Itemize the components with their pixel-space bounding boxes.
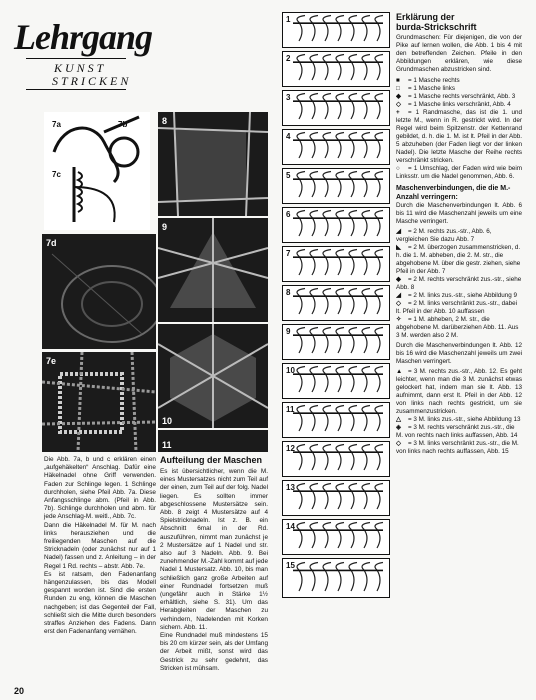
diagram-5 bbox=[282, 168, 390, 204]
diagram-number: 3 bbox=[286, 93, 291, 102]
stitch-loop bbox=[362, 484, 370, 510]
stitch-loop bbox=[362, 367, 370, 393]
symbol-row bbox=[396, 316, 522, 340]
stitch-sketch bbox=[283, 403, 389, 437]
photo-label-8: 8 bbox=[162, 116, 168, 126]
photo-11 bbox=[158, 430, 268, 452]
stitch-loop bbox=[323, 172, 331, 198]
symbol-list-1 bbox=[396, 77, 522, 181]
symbol-row bbox=[396, 300, 522, 316]
stitch-loop bbox=[336, 484, 344, 510]
symbol-icon: ◈ bbox=[396, 424, 401, 431]
stitch-sketch bbox=[283, 91, 389, 125]
stitch-loop bbox=[375, 55, 383, 81]
stitch-loop bbox=[375, 563, 383, 592]
stitch-loop bbox=[323, 211, 331, 237]
stitch-sketch bbox=[283, 130, 389, 164]
diagram-number: 10 bbox=[286, 366, 295, 375]
stitch-loop bbox=[310, 445, 318, 471]
stitch-sketch bbox=[283, 559, 389, 597]
stitch-loop bbox=[375, 133, 383, 159]
diagram-number: 11 bbox=[286, 405, 295, 414]
symbol-text: = 1 Masche links bbox=[408, 85, 456, 92]
symbol-row bbox=[396, 165, 522, 181]
diagram-number: 15 bbox=[286, 561, 295, 570]
photo-label-7d: 7d bbox=[46, 238, 57, 248]
diagram-number: 13 bbox=[286, 483, 295, 492]
symbol-icon: ◆ bbox=[396, 276, 401, 283]
symbol-icon: ◢ bbox=[396, 228, 401, 235]
stitch-loop bbox=[349, 94, 357, 120]
title-rule-bottom bbox=[26, 89, 126, 90]
stitch-loop bbox=[375, 367, 383, 393]
stitch-loop bbox=[375, 445, 383, 471]
symbol-icon: □ bbox=[396, 85, 400, 92]
photo-9 bbox=[158, 218, 268, 322]
left-paragraph: Die Abb. 7a, b und c erklären einen „aufgehäkelten“ Anschlag. Dafür eine Häkelnadel ohne Griff verwenden. Faden zur Schlinge legen. 1 Schlinge durchholen, siehe Pfeil Abb. 7a. Diese Anfangsschlinge abm. (Pfeil in Abb. 7b). Schlinge durchholen und abm. für jede Anschlag-M. weitl., Abb. 7c. bbox=[44, 456, 156, 521]
intro-grundmaschen: Grundmaschen: Für diejenigen, die von der Pike auf lernen wollen, die Abb. 1 bis 4 mit den betreffenden Zeichen. Pfeile in den Abbildungen erklären, wie diese Grundmaschen abzustricken sind. bbox=[396, 34, 522, 73]
stitch-sketch bbox=[283, 286, 389, 320]
symbol-text: = 2 M. rechts verschränkt zus.-str., siehe Abb. 8 bbox=[396, 276, 522, 291]
stitch-loop bbox=[362, 15, 370, 41]
stitch-loop bbox=[349, 328, 357, 354]
symbol-text: = 1 Masche links verschränkt, Abb. 4 bbox=[408, 101, 511, 108]
photo-label-11: 11 bbox=[162, 440, 172, 450]
symbol-text: = 2 M. rechts zus.-str., Abb. 6, vergleichen Sie dazu Abb. 7 bbox=[396, 228, 492, 243]
diagram-6 bbox=[282, 207, 390, 243]
stitch-loop bbox=[349, 523, 357, 549]
photo-label-7e: 7e bbox=[46, 356, 57, 366]
heading-erklaerung: Erklärung der bbox=[396, 12, 455, 22]
symbol-row bbox=[396, 368, 522, 416]
stitch-loop bbox=[375, 328, 383, 354]
symbol-icon: ◇ bbox=[396, 300, 401, 307]
stitch-loop bbox=[349, 133, 357, 159]
stitch-loop bbox=[310, 484, 318, 510]
symbol-icon: ◇ bbox=[396, 101, 401, 108]
diagram-9 bbox=[282, 324, 390, 360]
symbol-icon: ◇ bbox=[396, 440, 401, 447]
knitting-photo-10 bbox=[158, 324, 268, 428]
symbol-row bbox=[396, 101, 522, 109]
stitch-sketch bbox=[283, 520, 389, 554]
stitch-loop bbox=[310, 133, 318, 159]
symbol-row bbox=[396, 77, 522, 85]
stitch-loop bbox=[310, 211, 318, 237]
symbol-row bbox=[396, 244, 522, 276]
stitch-sketch bbox=[283, 208, 389, 242]
stitch-loop bbox=[362, 328, 370, 354]
stitch-loop bbox=[297, 172, 305, 198]
stitch-sketch bbox=[283, 247, 389, 281]
left-text bbox=[44, 456, 156, 636]
symbol-text: = 1 Masche rechts verschränkt, Abb. 3 bbox=[408, 93, 516, 100]
stitch-loop bbox=[375, 523, 383, 549]
symbol-icon: △ bbox=[396, 416, 401, 423]
title-block bbox=[14, 17, 153, 104]
stitch-sketch bbox=[283, 169, 389, 203]
middle-body bbox=[160, 468, 268, 673]
page-number: 20 bbox=[14, 686, 25, 696]
diagram-11 bbox=[282, 402, 390, 438]
label-7a: 7a bbox=[52, 120, 61, 129]
title-line-kunst: KUNST bbox=[54, 61, 107, 75]
symbol-row bbox=[396, 440, 522, 456]
stitch-loop bbox=[349, 172, 357, 198]
stitch-loop bbox=[336, 328, 344, 354]
stitch-loop bbox=[349, 289, 357, 315]
stitch-loop bbox=[297, 406, 305, 432]
heading-maschenverbindungen: Maschenverbindungen, die die M.-Anzahl verringern: bbox=[396, 185, 511, 201]
symbol-list-2 bbox=[396, 228, 522, 340]
stitch-loop bbox=[323, 523, 331, 549]
stitch-loop bbox=[375, 250, 383, 276]
stitch-loop bbox=[297, 289, 305, 315]
stitch-loop bbox=[362, 250, 370, 276]
label-7b: 7b bbox=[118, 120, 128, 129]
stitch-loop bbox=[310, 523, 318, 549]
stitch-sketch bbox=[283, 52, 389, 86]
stitch-loop bbox=[297, 328, 305, 354]
intro-zwei-maschen: Durch die Maschenverbindungen lt. Abb. 12 bis 16 wird die Maschenzahl jeweils um zwei Maschen verringert. bbox=[396, 342, 522, 365]
stitch-loop bbox=[310, 563, 318, 592]
stitch-loop bbox=[323, 133, 331, 159]
stitch-loop bbox=[310, 15, 318, 41]
label-7c: 7c bbox=[52, 170, 61, 179]
stitch-loop bbox=[297, 94, 305, 120]
stitch-loop bbox=[362, 55, 370, 81]
symbol-icon: ◢ bbox=[396, 292, 401, 299]
right-text bbox=[396, 12, 522, 612]
stitch-loop bbox=[336, 172, 344, 198]
stitch-loop bbox=[336, 445, 344, 471]
stitch-loop bbox=[310, 94, 318, 120]
title-rule bbox=[26, 58, 126, 59]
symbol-text: = 1 Umschlag, der Faden wird wie beim Linksstr. um die Nadel genommen, Abb. 6. bbox=[396, 165, 522, 180]
stitch-loop bbox=[349, 406, 357, 432]
stitch-loop bbox=[323, 563, 331, 592]
left-paragraph: Dann die Häkelnadel M. für M. nach links herausziehen und die freiliegenden Maschen auf die Stricknadeln (oder zunächst nur auf 1 Nadel) fassen und z. Anleitung – in der Regel 1 Rd. rechts – abstr. Abb. 7e. bbox=[44, 521, 156, 570]
stitch-loop bbox=[336, 133, 344, 159]
stitch-sketch bbox=[283, 481, 389, 515]
stitch-sketch bbox=[283, 13, 389, 47]
symbol-row bbox=[396, 424, 522, 440]
stitch-loop bbox=[310, 289, 318, 315]
symbol-row bbox=[396, 109, 522, 165]
stitch-loop bbox=[336, 367, 344, 393]
stitch-loop bbox=[323, 328, 331, 354]
stitch-loop bbox=[297, 15, 305, 41]
stitch-loop bbox=[362, 523, 370, 549]
stitch-loop bbox=[336, 563, 344, 592]
stitch-loop bbox=[375, 406, 383, 432]
diagram-number: 12 bbox=[286, 444, 295, 453]
stitch-loop bbox=[297, 55, 305, 81]
illustration-7abc bbox=[44, 112, 150, 230]
stitch-loop bbox=[310, 328, 318, 354]
stitch-loop bbox=[362, 211, 370, 237]
photo-label-9: 9 bbox=[162, 222, 168, 232]
stitch-loop bbox=[323, 250, 331, 276]
stitch-loop bbox=[297, 250, 305, 276]
stitch-loop bbox=[297, 484, 305, 510]
symbol-icon: ◆ bbox=[396, 93, 401, 100]
stitch-loop bbox=[362, 289, 370, 315]
symbol-text: = 3 M. links verschränkt zus.-str., die M. von links nach rechts auffassen, Abb. 15 bbox=[396, 440, 519, 455]
stitch-sketch bbox=[283, 325, 389, 359]
symbol-icon: ■ bbox=[396, 77, 400, 84]
middle-paragraph: Es ist übersichtlicher, wenn die M. eines Mustersatzes nicht zum Teil auf der einen, zum Teil auf der folg. Nadel liegen. Es sollten immer abgeschlossene Mustersätze sein. Abb. 8 zeigt 4 Mustersätze auf 4 Spielstricknadeln. Ist z. B. ein Abschnitt 6mal in der Rd. auszuführen, nimmt man zunächst je 2 Mustersätze auf 1 Nadel und str. also auf 3 Nadeln. Abb. 9. Bei zunehmender M.-Zahl kommt auf jede Nadel 1 Mustersatz. Abb. 10, bis man schließlich ganz große Arbeiten auf einer Rundnadel fortsetzen muß (ungefähr auch in Stärke 1½ erhältlich, siehe S. 31). Um das Herabgleiten der Maschen zu verhindern, Nadelenden mit Korken sichern. Abb. 11. bbox=[160, 468, 268, 631]
stitch-loop bbox=[349, 367, 357, 393]
diagram-number: 1 bbox=[286, 15, 291, 24]
symbol-text: = 3 M. rechts verschränkt zus.-str., die M. von rechts nach links auffassen, Abb. 14 bbox=[396, 424, 518, 439]
symbol-row bbox=[396, 292, 522, 300]
stitch-loop bbox=[349, 563, 357, 592]
diagram-number: 5 bbox=[286, 171, 291, 180]
diagram-number: 2 bbox=[286, 54, 291, 63]
stitch-loop bbox=[362, 406, 370, 432]
diagram-number: 14 bbox=[286, 522, 295, 531]
diagram-8 bbox=[282, 285, 390, 321]
stitch-loop bbox=[362, 133, 370, 159]
diagram-column bbox=[282, 12, 390, 598]
stitch-loop bbox=[336, 94, 344, 120]
stitch-loop bbox=[310, 250, 318, 276]
stitch-sketch bbox=[283, 364, 389, 398]
left-paragraph: Es ist ratsam, den Fadenanfang hängenzulassen, bis das Modell gespannt worden ist. Sind die ersten Runden zu eng, können die Maschen nachgeben; ist das Gegenteil der Fall, schließt sich die Mitte durch besonders straffes Anziehen des Fadens. Dann erst den Fadenanfang vernähen. bbox=[44, 570, 156, 636]
middle-paragraph: Eine Rundnadel muß mindestens 15 bis 20 cm kürzer sein, als der Umfang der Arbeit mißt, sonst wird das Gestrick zu sehr gedehnt, das Stricken ist mühsam. bbox=[160, 632, 268, 672]
diagram-4 bbox=[282, 129, 390, 165]
photo-label-10: 10 bbox=[162, 416, 173, 426]
stitch-loop bbox=[362, 563, 370, 592]
symbol-icon: ✧ bbox=[396, 316, 402, 323]
symbol-text: = 2 M. überzogen zusammenstricken, d. h. die 1. M. abheben, die 2. M. str., die abgehobene M. über die gestr. ziehen, siehe Pfeil in der Abb. 7 bbox=[396, 244, 521, 275]
diagram-1 bbox=[282, 12, 390, 48]
photo-8 bbox=[158, 112, 268, 216]
section-heading-aufteilung: Aufteilung der Maschen bbox=[160, 455, 263, 465]
stitch-loop bbox=[310, 367, 318, 393]
stitch-loop bbox=[297, 211, 305, 237]
stitch-loop bbox=[349, 445, 357, 471]
stitch-loop bbox=[323, 15, 331, 41]
diagram-14 bbox=[282, 519, 390, 555]
diagram-number: 6 bbox=[286, 210, 291, 219]
stitch-loop bbox=[375, 94, 383, 120]
knitting-photo-8 bbox=[158, 112, 268, 216]
stitch-loop bbox=[375, 172, 383, 198]
stitch-loop bbox=[336, 15, 344, 41]
stitch-loop bbox=[349, 250, 357, 276]
symbol-row bbox=[396, 228, 522, 244]
stitch-loop bbox=[297, 445, 305, 471]
diagram-3 bbox=[282, 90, 390, 126]
symbol-text: = 3 M. links zus.-str., siehe Abbildung 13 bbox=[408, 416, 521, 423]
stitch-sketch bbox=[283, 442, 389, 476]
symbol-text: = 2 M. links zus.-str., siehe Abbildung 9 bbox=[408, 292, 518, 299]
stitch-loop bbox=[323, 55, 331, 81]
stitch-loop bbox=[375, 484, 383, 510]
stitch-loop bbox=[323, 367, 331, 393]
diagram-number: 9 bbox=[286, 327, 291, 336]
title-line-stricken: STRICKEN bbox=[52, 74, 132, 88]
diagram-number: 7 bbox=[286, 249, 291, 258]
symbol-text: = 1 Masche rechts bbox=[408, 77, 460, 84]
photo-10 bbox=[158, 324, 268, 428]
stitch-loop bbox=[297, 367, 305, 393]
symbol-list-3 bbox=[396, 368, 522, 456]
stitch-loop bbox=[323, 406, 331, 432]
symbol-row bbox=[396, 93, 522, 101]
symbol-row bbox=[396, 276, 522, 292]
symbol-icon: ▲ bbox=[396, 368, 403, 375]
stitch-loop bbox=[336, 250, 344, 276]
diagram-7 bbox=[282, 246, 390, 282]
stitch-loop bbox=[323, 94, 331, 120]
stitch-loop bbox=[349, 15, 357, 41]
knitting-photo-7e bbox=[42, 352, 156, 452]
stitch-loop bbox=[336, 523, 344, 549]
stitch-loop bbox=[323, 445, 331, 471]
stitch-loop bbox=[349, 484, 357, 510]
symbol-row bbox=[396, 85, 522, 93]
stitch-loop bbox=[362, 94, 370, 120]
diagram-12 bbox=[282, 441, 390, 477]
symbol-icon: ◣ bbox=[396, 244, 401, 251]
diagram-13 bbox=[282, 480, 390, 516]
symbol-text: = 2 M. links verschränkt zus.-str., dabei lt. Pfeil in der Abb. 10 auffassen bbox=[396, 300, 518, 315]
symbol-text: = 3 M. rechts zus.-str., Abb. 12. Es geht leichter, wenn man die 3 M. zunächst etwas gelockert hat, indem man sie lt. Abb. 13 aufnimmt, dann erst lt. Pfeil in der Abb. 12 von links nach rechts gestrickt, um sie zusammenzustricken. bbox=[396, 368, 522, 415]
photo-7d bbox=[42, 234, 156, 349]
diagram-number: 8 bbox=[286, 288, 291, 297]
diagram-10 bbox=[282, 363, 390, 399]
stitch-loop bbox=[310, 172, 318, 198]
stitch-loop bbox=[362, 445, 370, 471]
heading-burda-strickschrift: burda-Strickschrift bbox=[396, 22, 477, 32]
stitch-loop bbox=[336, 211, 344, 237]
intro-verringern: Durch die Maschenverbindungen lt. Abb. 6 bis 11 wird die Maschenzahl jeweils um eine Masche verringert. bbox=[396, 202, 522, 225]
symbol-row bbox=[396, 416, 522, 424]
symbol-icon: + bbox=[396, 109, 400, 116]
stitch-loop bbox=[362, 172, 370, 198]
symbol-icon: ○ bbox=[396, 165, 400, 172]
photo-7e bbox=[42, 352, 156, 452]
stitch-loop bbox=[323, 484, 331, 510]
diagram-2 bbox=[282, 51, 390, 87]
stitch-loop bbox=[297, 133, 305, 159]
symbol-text: = 1 M. abheben, 2 M. str., die abgehobene M. darüberziehen Abb. 11. Aus 3 M. werden also 2 M. bbox=[396, 316, 519, 339]
stitch-loop bbox=[375, 289, 383, 315]
symbol-text: = 1 Randmasche, das ist die 1. und letzte M., wenn in R. gestrickt wird. In der Regel wird beim Spitzenstr. der Kettenrand gebildet, d. h. die 1. M. ist lt. Pfeil in der Abb. 5 abzuheben (der Faden liegt vor der linken Nadel). Die letzte Masche der Reihe rechts verschränkt stricken. bbox=[396, 109, 522, 164]
stitch-loop bbox=[375, 15, 383, 41]
stitch-loop bbox=[336, 406, 344, 432]
stitch-loop bbox=[336, 289, 344, 315]
stitch-loop bbox=[297, 523, 305, 549]
stitch-loop bbox=[297, 563, 305, 592]
title-main: Lehrgang bbox=[14, 17, 153, 57]
stitch-loop bbox=[310, 55, 318, 81]
knitting-photo-9 bbox=[158, 218, 268, 322]
stitch-loop bbox=[323, 289, 331, 315]
knitting-photo-7d bbox=[42, 234, 156, 349]
stitch-loop bbox=[375, 211, 383, 237]
stitch-loop bbox=[349, 55, 357, 81]
diagram-number: 4 bbox=[286, 132, 291, 141]
stitch-loop bbox=[336, 55, 344, 81]
middle-text bbox=[160, 455, 268, 673]
stitch-loop bbox=[349, 211, 357, 237]
stitch-loop bbox=[310, 406, 318, 432]
diagram-15 bbox=[282, 558, 390, 598]
